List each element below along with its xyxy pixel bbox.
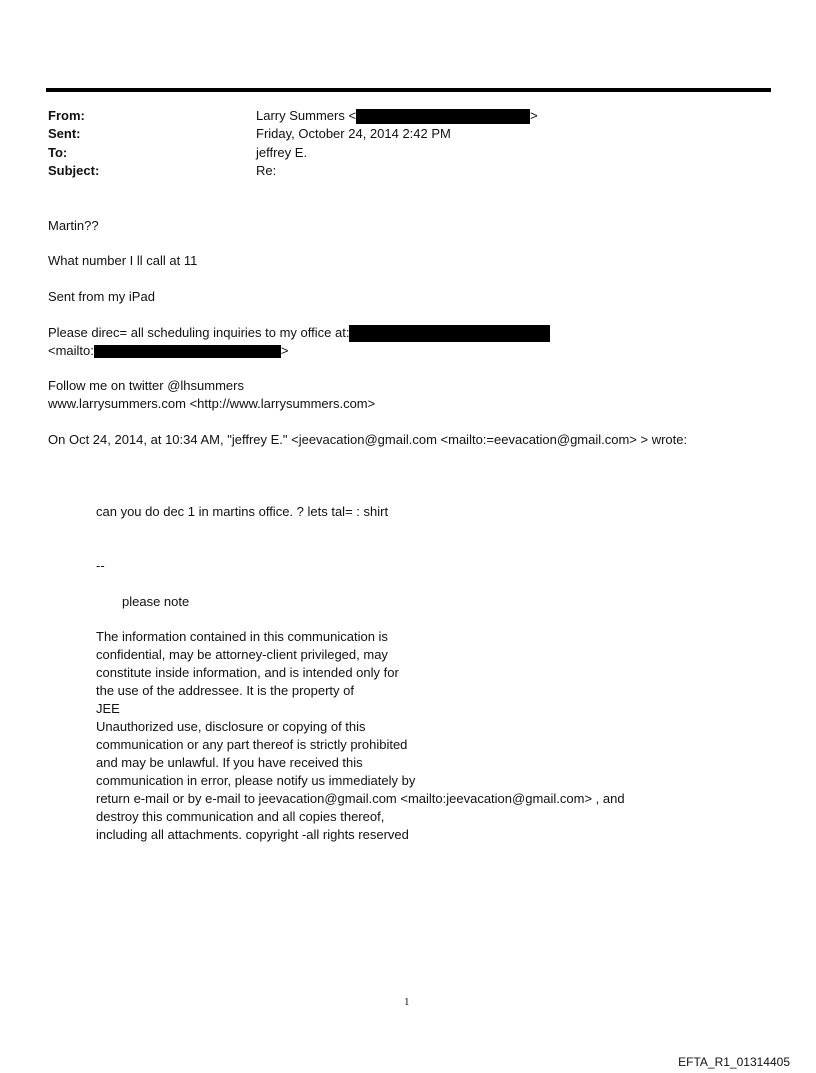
body-line-3: Sent from my iPad xyxy=(48,289,155,304)
scheduling-text: Please direc= all scheduling inquiries to my office at: xyxy=(48,325,350,340)
mailto-prefix: <mailto: xyxy=(48,343,94,358)
mailto-line xyxy=(48,342,288,359)
to-label: To: xyxy=(48,145,68,160)
subject-value: Re: xyxy=(256,163,277,178)
disclaimer-line: the use of the addressee. It is the property of xyxy=(96,683,354,698)
disclaimer-line: communication in error, please notify us immediately by xyxy=(96,773,416,788)
from-label: From: xyxy=(48,108,85,123)
redaction-block xyxy=(349,325,550,342)
to-value: jeffrey E. xyxy=(256,145,308,160)
scheduling-line xyxy=(48,324,550,342)
from-value xyxy=(256,107,538,125)
sent-label: Sent: xyxy=(48,126,81,141)
disclaimer-line: JEE xyxy=(96,701,120,716)
body-line-1: Martin?? xyxy=(48,218,99,233)
body-line-2: What number I ll call at 11 xyxy=(48,253,198,268)
sent-value: Friday, October 24, 2014 2:42 PM xyxy=(256,126,451,141)
mailto-close: > xyxy=(280,343,289,358)
disclaimer-line: destroy this communication and all copies thereof, xyxy=(96,809,385,824)
quoted-message: can you do dec 1 in martins office. ? lets tal= : shirt xyxy=(96,504,389,519)
disclaimer-line: and may be unlawful. If you have received this xyxy=(96,755,363,770)
twitter-line: Follow me on twitter @lhsummers xyxy=(48,378,244,393)
please-note: please note xyxy=(122,594,190,609)
disclaimer-line: including all attachments. copyright -all rights reserved xyxy=(96,827,409,842)
from-close: > xyxy=(530,108,538,123)
document-id: EFTA_R1_01314405 xyxy=(678,1055,790,1069)
disclaimer-line: communication or any part thereof is strictly prohibited xyxy=(96,737,408,752)
quote-intro: On Oct 24, 2014, at 10:34 AM, "jeffrey E." <jeevacation@gmail.com <mailto:=eevacation@gmail.com> > wrote: xyxy=(48,432,688,447)
redaction-block xyxy=(356,109,530,124)
redaction-block xyxy=(94,345,281,358)
disclaimer-line: The information contained in this communication is xyxy=(96,629,388,644)
website-line: www.larrysummers.com <http://www.larrysummers.com> xyxy=(48,396,376,411)
disclaimer-line: confidential, may be attorney-client privileged, may xyxy=(96,647,388,662)
disclaimer-line: Unauthorized use, disclosure or copying of this xyxy=(96,719,366,734)
header-rule xyxy=(46,88,771,92)
page-number: 1 xyxy=(404,996,410,1008)
disclaimer-line: return e-mail or by e-mail to jeevacation@gmail.com <mailto:jeevacation@gmail.com> , and xyxy=(96,791,625,806)
from-name: Larry Summers < xyxy=(256,108,357,123)
signature-separator: -- xyxy=(96,558,105,573)
subject-label: Subject: xyxy=(48,163,100,178)
disclaimer-line: constitute inside information, and is intended only for xyxy=(96,665,399,680)
